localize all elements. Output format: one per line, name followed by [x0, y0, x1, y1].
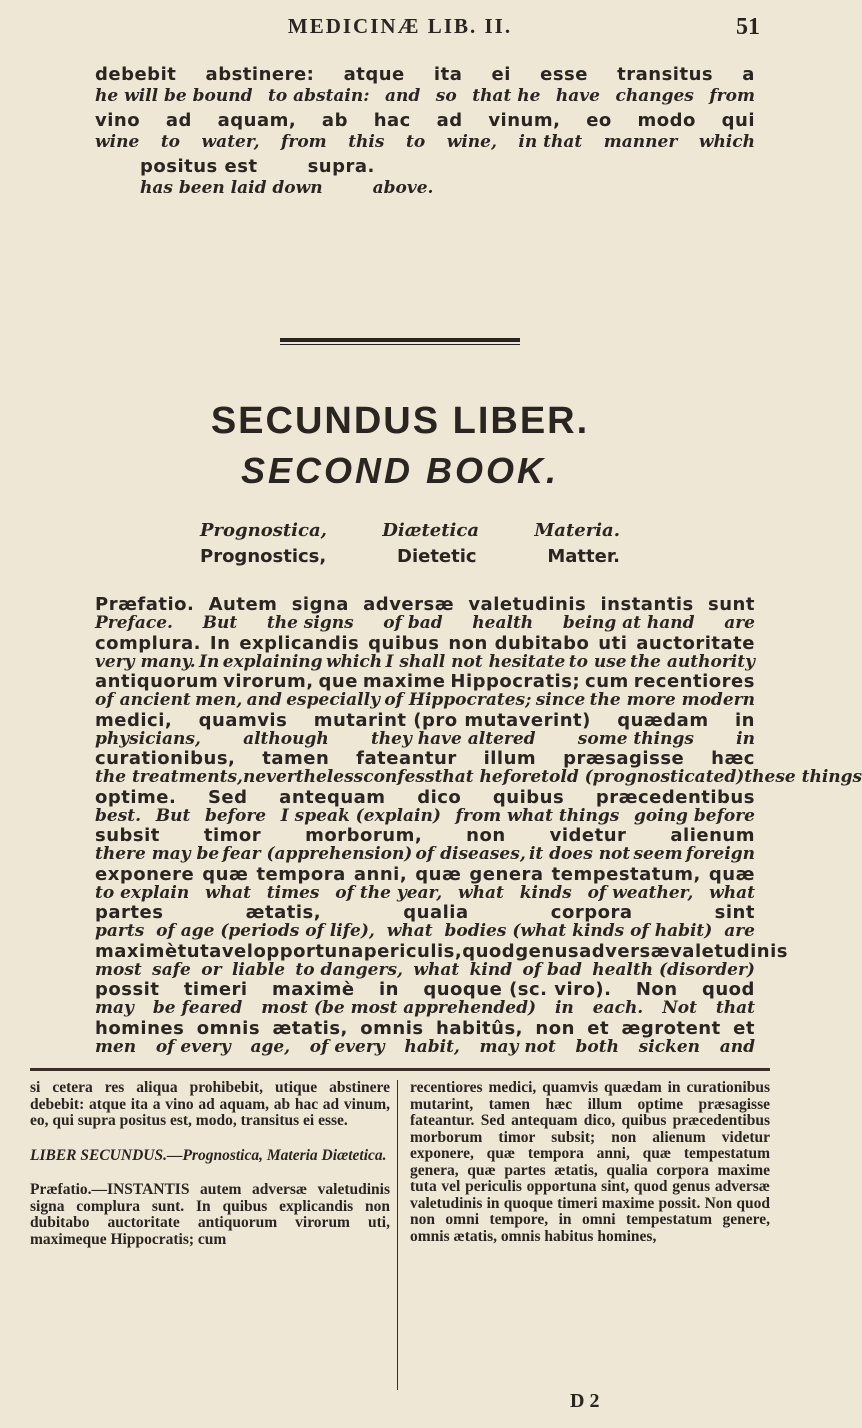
- latin-word: non: [466, 825, 506, 846]
- page-header: [0, 14, 800, 44]
- latin-word: quod: [462, 940, 516, 962]
- latin-line: [95, 1018, 755, 1039]
- latin-word: sunt: [708, 594, 755, 615]
- english-word: to explain: [95, 882, 190, 903]
- latin-word: omnis: [196, 1017, 261, 1039]
- latin-word: tempora: [256, 863, 346, 885]
- english-word: may not: [479, 1036, 556, 1057]
- latin-word: adversæ: [363, 594, 455, 615]
- latin-word: quædam: [617, 709, 709, 731]
- english-word: wine,: [446, 132, 497, 152]
- latin-line: [95, 671, 755, 692]
- english-line: [95, 998, 755, 1018]
- latin-word: partes: [95, 902, 164, 923]
- latin-word: medici,: [95, 709, 173, 731]
- english-line: [95, 690, 755, 710]
- english-word: In: [199, 651, 220, 672]
- latin-line: [95, 594, 755, 615]
- english-word: have: [555, 86, 600, 106]
- latin-word: cum: [585, 671, 629, 692]
- latin-word: videtur: [549, 825, 627, 846]
- english-word: what: [413, 959, 460, 980]
- latin-word: valetudinis: [670, 940, 788, 962]
- latin-line: [95, 633, 755, 654]
- english-word: and: [719, 1036, 755, 1057]
- english-word: men,: [195, 690, 243, 710]
- latin-word: præsagisse: [563, 748, 685, 769]
- english-line: [95, 132, 755, 152]
- latin-word: timeri: [183, 979, 248, 1000]
- english-word: above.: [372, 178, 434, 198]
- english-word: to abstain:: [267, 86, 370, 106]
- latin-word: instantis: [600, 594, 694, 615]
- latin-line: [95, 748, 755, 769]
- english-word: age,: [250, 1036, 291, 1057]
- english-line: [95, 729, 755, 749]
- latin-word: et: [587, 1017, 610, 1039]
- latin-word: optime.: [95, 786, 177, 808]
- latin-word: ad: [165, 110, 192, 131]
- english-line: [95, 1037, 755, 1057]
- latin-line: [95, 710, 755, 731]
- footnote-divider: [30, 1068, 770, 1071]
- latin-word: qualia: [403, 902, 469, 923]
- latin-word: quibus: [368, 632, 440, 654]
- english-word: men: [95, 1036, 137, 1057]
- english-word: especially: [286, 690, 380, 710]
- latin-line: [140, 156, 755, 177]
- latin-word: sint: [714, 902, 755, 923]
- latin-word: in: [734, 709, 755, 731]
- footnote-paragraph: Præfatio.—INSTANTIS autem adversæ valetudinis signa complura sunt. In quibus explicandis non dubitabo auctoritate antiquorum virorum uti, maximeque Hippocratis; cum: [30, 1181, 390, 1248]
- english-line: [95, 883, 755, 903]
- english-word: that he: [434, 767, 503, 787]
- footnote-book-title: LIBER SECUNDUS.—Prognostica, Materia Diætetica.: [30, 1146, 387, 1164]
- latin-word: illum: [483, 748, 537, 769]
- latin-word: qui: [721, 110, 755, 131]
- latin-word: debebit: [95, 64, 177, 85]
- english-word: liable: [231, 959, 286, 980]
- english-word: to use: [568, 651, 627, 672]
- latin-word: adversæ: [579, 940, 671, 962]
- english-word: of age (periods of life),: [156, 921, 375, 941]
- latin-word: quæ: [202, 863, 249, 885]
- english-word: are: [724, 921, 755, 941]
- column-rule: [397, 1080, 398, 1390]
- english-line: [95, 86, 755, 106]
- english-word: health: [472, 613, 534, 633]
- latin-word: præcedentibus: [595, 786, 755, 808]
- latin-word: omnis: [360, 1017, 424, 1039]
- section-rule: [280, 338, 520, 342]
- latin-word: habitûs,: [436, 1017, 524, 1039]
- english-word: But: [202, 613, 238, 633]
- latin-word: antiquorum: [95, 671, 219, 692]
- english-word: very many.: [95, 651, 196, 672]
- latin-line: [95, 787, 755, 808]
- latin-word: quod: [701, 979, 755, 1000]
- subtitle-word: Prognostics,: [200, 546, 327, 567]
- latin-word: anni,: [353, 863, 408, 885]
- english-word: and: [246, 690, 282, 710]
- english-word: some things: [577, 728, 694, 749]
- latin-word: supra.: [307, 156, 375, 177]
- latin-word: vinum,: [488, 110, 561, 131]
- latin-word: possit: [95, 979, 160, 1000]
- footnote-paragraph: recentiores medici, quamvis quædam in curationibus mutarint, tamen hæc illum optime præsagisse fateantur. Sed antequam dico, quibus præcedentibus morborum timor subsit; non alienum videtur exponere, quæ tempora anni, quæ tempestatum genera, quæ partes ætatis, qualia corpora maxime tuta vel periculis opportuna sint, quod genus adversæ valetudinis in quoque timeri maxime possit. Non quod non omni tempore, in omni tempestatum genere, omnis ætatis, omnis habitus homines,: [410, 1079, 770, 1245]
- english-word: each.: [592, 998, 644, 1018]
- latin-word: periculis,: [363, 940, 463, 962]
- english-word: from: [709, 86, 755, 106]
- latin-word: ætatis,: [245, 902, 322, 923]
- english-line: [140, 178, 755, 198]
- english-word: kinds: [519, 882, 572, 903]
- latin-line: [95, 902, 755, 923]
- latin-word: fateantur: [356, 748, 457, 769]
- english-word: foreign: [685, 844, 755, 864]
- section-rule-thin: [280, 344, 520, 345]
- english-word: most (be most apprehended): [261, 998, 536, 1018]
- latin-word: non dubitabo: [448, 632, 590, 654]
- english-word: most: [95, 959, 142, 980]
- english-word: kind: [469, 959, 513, 980]
- latin-word: genus: [515, 940, 580, 962]
- latin-line: [95, 825, 755, 846]
- subtitle-word: Dietetic: [397, 546, 477, 567]
- latin-word: transitus: [617, 64, 714, 85]
- english-word: which: [698, 132, 755, 152]
- english-word: and: [385, 86, 421, 106]
- latin-word: a: [742, 64, 755, 85]
- latin-word: Præfatio.: [95, 594, 195, 615]
- english-word: safe: [152, 959, 191, 980]
- english-word: has been laid down: [140, 178, 323, 198]
- english-word: of every: [309, 1036, 385, 1057]
- latin-word: opportuna: [253, 940, 364, 962]
- latin-word: Non: [635, 979, 678, 1000]
- latin-word: positus est: [140, 156, 258, 177]
- latin-word: curationibus,: [95, 748, 236, 769]
- english-word: what: [205, 882, 251, 903]
- english-word: fear (apprehension): [222, 844, 413, 864]
- latin-word: ægrotent: [621, 1017, 721, 1039]
- latin-word: quoque (sc. viro).: [423, 979, 612, 1000]
- latin-word: genera: [469, 863, 544, 885]
- latin-word: alienum: [670, 825, 755, 846]
- latin-line: [95, 940, 788, 962]
- english-word: water,: [201, 132, 260, 152]
- english-word: what: [458, 882, 504, 903]
- latin-word: tempestatum,: [551, 863, 701, 885]
- latin-word: ætatis,: [272, 1017, 348, 1039]
- latin-word: valetudinis: [468, 594, 587, 615]
- signature-mark: D 2: [570, 1390, 600, 1412]
- book-subtitle-latin: [200, 520, 620, 541]
- english-line: [95, 844, 755, 864]
- subtitle-word: Materia.: [534, 520, 620, 541]
- english-word: the treatments,: [95, 767, 243, 787]
- english-word: Not: [662, 998, 697, 1018]
- english-word: or: [201, 959, 222, 980]
- english-word: health (disorder): [592, 959, 755, 980]
- latin-word: hæc: [711, 748, 755, 769]
- latin-word: In: [209, 632, 231, 654]
- english-word: I speak (explain): [280, 805, 441, 826]
- english-word: of Hippocrates;: [384, 690, 532, 710]
- english-word: I shall not hesitate: [385, 651, 566, 672]
- english-word: both: [575, 1036, 619, 1057]
- footnote-column-right: [410, 1080, 770, 1263]
- english-word: But: [155, 805, 191, 826]
- english-word: that: [715, 998, 755, 1018]
- english-word: to: [405, 132, 426, 152]
- english-line: [95, 806, 755, 826]
- english-word: nevertheless: [242, 767, 364, 787]
- latin-word: antequam: [279, 786, 386, 808]
- latin-word: mutarint (pro mutaverint): [313, 709, 591, 731]
- english-word: to dangers,: [295, 959, 403, 980]
- latin-word: tamen: [262, 748, 330, 769]
- english-word: confess: [363, 767, 435, 787]
- english-word: the authority: [629, 651, 755, 672]
- english-word: bodies (what kinds of habit): [444, 921, 713, 941]
- english-word: to: [160, 132, 181, 152]
- english-word: this: [348, 132, 385, 152]
- latin-word: quibus: [492, 786, 565, 808]
- english-word: since: [535, 690, 586, 710]
- english-word: of bad: [383, 613, 443, 633]
- english-line: [95, 652, 755, 672]
- english-word: be feared: [152, 998, 243, 1018]
- english-word: of ancient: [95, 690, 191, 710]
- english-line: [95, 613, 755, 633]
- english-word: seem: [633, 844, 683, 864]
- english-word: what: [709, 882, 755, 903]
- footnote-column-left: [30, 1080, 390, 1266]
- english-word: sicken: [638, 1036, 701, 1057]
- english-word: it does not: [528, 844, 631, 864]
- latin-word: hac: [373, 110, 411, 131]
- latin-word: Sed: [207, 786, 248, 808]
- english-word: going before: [634, 805, 755, 826]
- subtitle-word: Prognostica,: [200, 520, 327, 541]
- english-word: the signs: [266, 613, 354, 633]
- latin-word: maxime: [362, 671, 446, 692]
- english-word: they have altered: [370, 728, 536, 749]
- subtitle-word: Diætetica: [382, 520, 480, 541]
- english-line: [95, 960, 755, 980]
- english-word: which: [325, 651, 383, 672]
- english-word: of every: [155, 1036, 231, 1057]
- english-word: so: [435, 86, 457, 106]
- latin-word: quæ: [415, 863, 462, 885]
- latin-line: [95, 64, 755, 85]
- page-number: 51: [736, 14, 760, 40]
- english-word: there may be: [95, 844, 220, 864]
- english-word: from what things: [455, 805, 620, 826]
- latin-word: homines: [95, 1017, 185, 1039]
- english-word: parts: [95, 921, 145, 941]
- latin-word: Autem: [208, 594, 278, 615]
- footnote-paragraph: si cetera res aliqua prohibebit, utique abstinere debebit: atque ita a vino ad aquam, ab hac ad vinum, eo, qui supra positus est, modo, transitus ei esse.: [30, 1079, 390, 1129]
- book-heading-latin: SECUNDUS LIBER.: [210, 400, 590, 442]
- latin-word: maximè: [95, 940, 178, 962]
- english-word: being at hand: [562, 613, 695, 633]
- latin-word: morborum,: [305, 825, 423, 846]
- latin-word: signa: [291, 594, 349, 615]
- english-word: of the year,: [335, 882, 443, 903]
- english-line: [95, 921, 755, 941]
- english-line: [95, 767, 862, 787]
- latin-line: [95, 864, 755, 885]
- english-word: of bad: [522, 959, 582, 980]
- english-word: although: [243, 728, 329, 749]
- english-word: the more modern: [589, 690, 755, 710]
- latin-word: ab: [321, 110, 348, 131]
- english-word: changes: [615, 86, 694, 106]
- english-word: physicians,: [95, 728, 201, 749]
- latin-word: complura.: [95, 632, 202, 654]
- latin-word: quæ: [708, 863, 755, 885]
- latin-line: [95, 110, 755, 131]
- latin-word: in: [378, 979, 399, 1000]
- latin-word: ad: [436, 110, 463, 131]
- english-word: of diseases,: [415, 844, 526, 864]
- latin-word: ita: [433, 64, 463, 85]
- latin-word: explicandis: [239, 632, 360, 654]
- latin-word: vel: [221, 940, 254, 962]
- latin-word: recentiores: [633, 671, 755, 692]
- latin-word: tuta: [177, 940, 222, 962]
- latin-word: que: [318, 671, 358, 692]
- english-word: he will be bound: [95, 86, 253, 106]
- latin-word: auctoritate: [636, 632, 755, 654]
- latin-word: corpora: [550, 902, 633, 923]
- latin-word: atque: [343, 64, 405, 85]
- book-subtitle-english: [200, 546, 620, 567]
- book-heading-english: SECOND BOOK.: [240, 450, 560, 491]
- latin-word: esse: [540, 64, 588, 85]
- english-word: may: [95, 998, 134, 1018]
- latin-line: [95, 979, 755, 1000]
- latin-word: vino: [95, 110, 141, 131]
- english-word: habit,: [404, 1036, 460, 1057]
- latin-word: maximè: [271, 979, 355, 1000]
- latin-word: dico: [417, 786, 462, 808]
- english-word: Preface.: [95, 613, 173, 633]
- english-word: explaining: [222, 651, 323, 672]
- english-word: these things: [744, 767, 862, 787]
- english-word: are: [724, 613, 755, 633]
- latin-word: uti: [598, 632, 628, 654]
- latin-word: ei: [491, 64, 511, 85]
- english-word: manner: [603, 132, 678, 152]
- english-word: in that: [518, 132, 583, 152]
- english-word: what: [386, 921, 433, 941]
- latin-word: Hippocratis;: [450, 671, 581, 692]
- latin-word: modo: [637, 110, 696, 131]
- english-word: in: [554, 998, 574, 1018]
- english-word: before: [204, 805, 267, 826]
- english-word: from: [281, 132, 327, 152]
- latin-word: exponere: [95, 863, 195, 885]
- running-title: MEDICINÆ LIB. II.: [287, 14, 513, 38]
- latin-word: quamvis: [198, 709, 288, 731]
- latin-word: abstinere:: [205, 64, 315, 85]
- latin-word: eo: [586, 110, 612, 131]
- latin-word: non: [535, 1017, 575, 1039]
- english-word: times: [266, 882, 320, 903]
- latin-word: subsit: [95, 825, 160, 846]
- english-word: best.: [95, 805, 142, 826]
- english-word: wine: [95, 132, 140, 152]
- latin-word: et: [733, 1017, 755, 1039]
- subtitle-word: Matter.: [547, 546, 620, 567]
- latin-word: virorum,: [223, 671, 314, 692]
- english-word: of weather,: [587, 882, 694, 903]
- english-word: that he: [472, 86, 541, 106]
- english-word: foretold (prognosticated): [502, 767, 745, 787]
- latin-word: timor: [203, 825, 262, 846]
- english-word: in: [736, 728, 755, 749]
- latin-word: aquam,: [217, 110, 297, 131]
